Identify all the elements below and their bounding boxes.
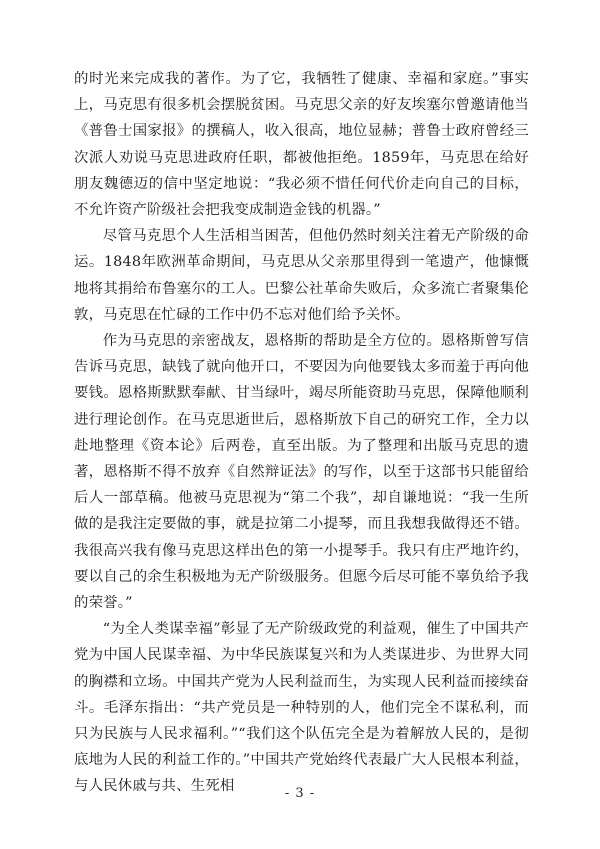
paragraph-3: 作为马克思的亲密战友，恩格斯的帮助是全方位的。恩格斯曾写信告诉马克思，缺钱了就向他开口，不要因为向他要钱太多而羞于再向他要钱。恩格斯默默奉献、甘当绿叶，竭尽所能资助马克思，保障他顺利进行理论创作。在马克思逝世后，恩格斯放下自己的研究工作，全力以赴地整理《资本论》后两卷，直至出版。为了整理和出版马克思的遗著，恩格斯不得不放弃《自然辩证法》的写作，以至于这部书只能留给后人一部草稿。他被马克思视为“第二个我”，却自谦地说：“我一生所做的是我注定要做的事，就是拉第二小提琴，而且我想我做得还不错。我很高兴我有像马克思这样出色的第一小提琴手。我只有庄严地许约，要以自己的余生积极地为无产阶级服务。但愿今后尽可能不辜负给予我的荣誉。” — [74, 333, 529, 612]
page-body — [74, 66, 529, 800]
paragraph-2: 尽管马克思个人生活相当困苦，但他仍然时刻关注着无产阶级的命运。1848年欧洲革命期间，马克思从父亲那里得到一笔遗产，他慷慨地将其捐给布鲁塞尔的工人。巴黎公社革命失败后，众多流亡者聚集伦敦，马克思在忙碌的工作中仍不忘对他们给予关怀。 — [74, 228, 529, 323]
paragraph-1: 的时光来完成我的著作。为了它，我牺牲了健康、幸福和家庭。”事实上，马克思有很多机会摆脱贫困。马克思父亲的好友埃塞尔曾邀请他当《普鲁士国家报》的撰稿人，收入很高，地位显赫；普鲁士政府曾经三次派人劝说马克思进政府任职，都被他拒绝。1859年，马克思在给好朋友魏德迈的信中坚定地说：“我必须不惜任何代价走向自己的目标，不允许资产阶级社会把我变成制造金钱的机器。” — [74, 71, 529, 219]
paragraph-4: “为全人类谋幸福”彰显了无产阶级政党的利益观，催生了中国共产党为中国人民谋幸福、为中华民族谋复兴和为人类谋进步、为世界大同的胸襟和立场。中国共产党为人民利益而生，为实现人民利益而接续奋斗。毛泽东指出：“共产党员是一种特别的人，他们完全不谋私利，而只为民族与人民求福利。”“我们这个队伍完全是为着解放人民的，是彻底地为人民的利益工作的。”中国共产党始终代表最广大人民根本利益，与人民休戚与共、生死相 — [74, 621, 529, 795]
page-number: - 3 - — [284, 786, 316, 801]
